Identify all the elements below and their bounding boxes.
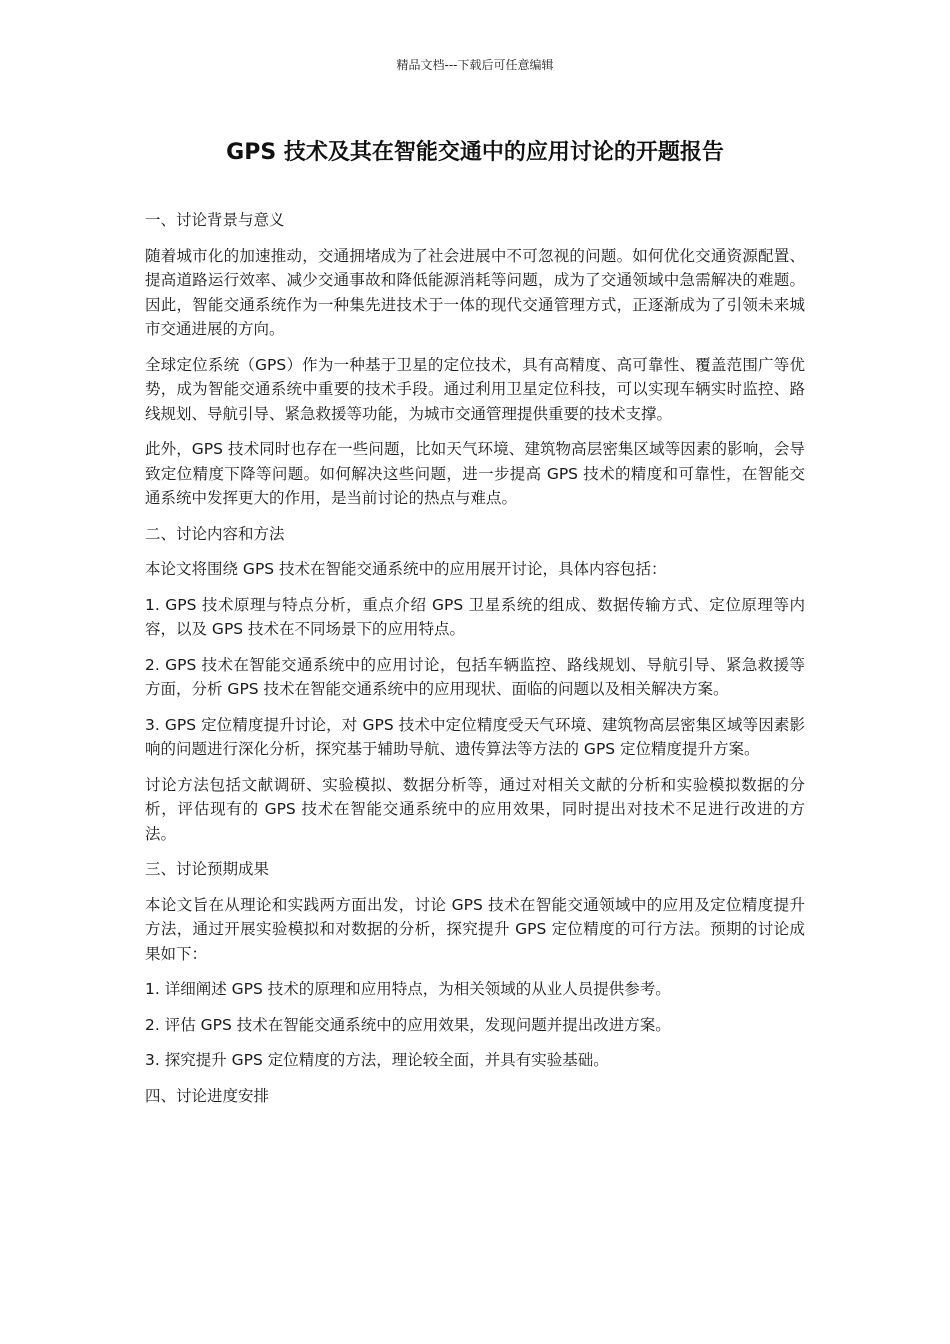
section-heading-expected-results: 三、讨论预期成果 (145, 860, 270, 878)
paragraph-background-1: 随着城市化的加速推动，交通拥堵成为了社会进展中不可忽视的问题。如何优化交通资源配置、提高道路运行效率、减少交通事故和降低能源消耗等问题，成为了交通领域中急需解决的难题。因此，智能交通系统作为一种集先进技术于一体的现代交通管理方式，正逐渐成为了引领未来城市交通进展的方向。 (145, 246, 805, 338)
list-item-content-2: 2. GPS 技术在智能交通系统中的应用讨论，包括车辆监控、路线规划、导航引导、紧急救援等方面，分析 GPS 技术在智能交通系统中的应用现状、面临的问题以及相关解决方案。 (145, 655, 805, 698)
list-item-content-3: 3. GPS 定位精度提升讨论，对 GPS 技术中定位精度受天气环境、建筑物高层密集区域等因素影响的问题进行深化分析，探究基于辅助导航、遗传算法等方法的 GPS 定位精度提升方案。 (145, 715, 805, 758)
list-item-result-1: 1. 详细阐述 GPS 技术的原理和应用特点，为相关领域的从业人员提供参考。 (145, 980, 671, 998)
page-header-note: 精品文档---下载后可任意编辑 (396, 58, 554, 72)
list-item-result-2: 2. 评估 GPS 技术在智能交通系统中的应用效果，发现问题并提出改进方案。 (145, 1015, 671, 1034)
paragraph-methods: 讨论方法包括文献调研、实验模拟、数据分析等，通过对相关文献的分析和实验模拟数据的分析，评估现有的 GPS 技术在智能交通系统中的应用效果，同时提出对技术不足进行改进的方法。 (145, 775, 805, 843)
section-heading-schedule: 四、讨论进度安排 (145, 1086, 270, 1105)
section-heading-content-methods: 二、讨论内容和方法 (145, 524, 285, 543)
paragraph-background-3: 此外，GPS 技术同时也存在一些问题，比如天气环境、建筑物高层密集区域等因素的影响，会导致定位精度下降等问题。如何解决这些问题，进一步提高 GPS 技术的精度和可靠性，在智能交通系统中发挥更大的作用，是当前讨论的热点与难点。 (145, 440, 805, 507)
paragraph-content-intro: 本论文将围绕 GPS 技术在智能交通系统中的应用展开讨论，具体内容包括： (145, 560, 667, 578)
paragraph-background-2: 全球定位系统（GPS）作为一种基于卫星的定位技术，具有高精度、高可靠性、覆盖范围广等优势，成为智能交通系统中重要的技术手段。通过利用卫星定位科技，可以实现车辆实时监控、路线规划、导航引导、紧急救援等功能，为城市交通管理提供重要的技术支撑。 (145, 355, 805, 423)
paragraph-results-intro: 本论文旨在从理论和实践两方面出发，讨论 GPS 技术在智能交通领域中的应用及定位精度提升方法，通过开展实验模拟和对数据的分析，探究提升 GPS 定位精度的可行方法。预期的讨论成果如下： (145, 895, 805, 963)
list-item-result-3: 3. 探究提升 GPS 定位精度的方法，理论较全面，并具有实验基础。 (145, 1051, 609, 1069)
document-title: GPS 技术及其在智能交通中的应用讨论的开题报告 (226, 140, 724, 165)
document-body (145, 208, 805, 1119)
list-item-content-1: 1. GPS 技术原理与特点分析，重点介绍 GPS 卫星系统的组成、数据传输方式、定位原理等内容，以及 GPS 技术在不同场景下的应用特点。 (145, 595, 805, 638)
section-heading-background: 一、讨论背景与意义 (145, 211, 285, 229)
